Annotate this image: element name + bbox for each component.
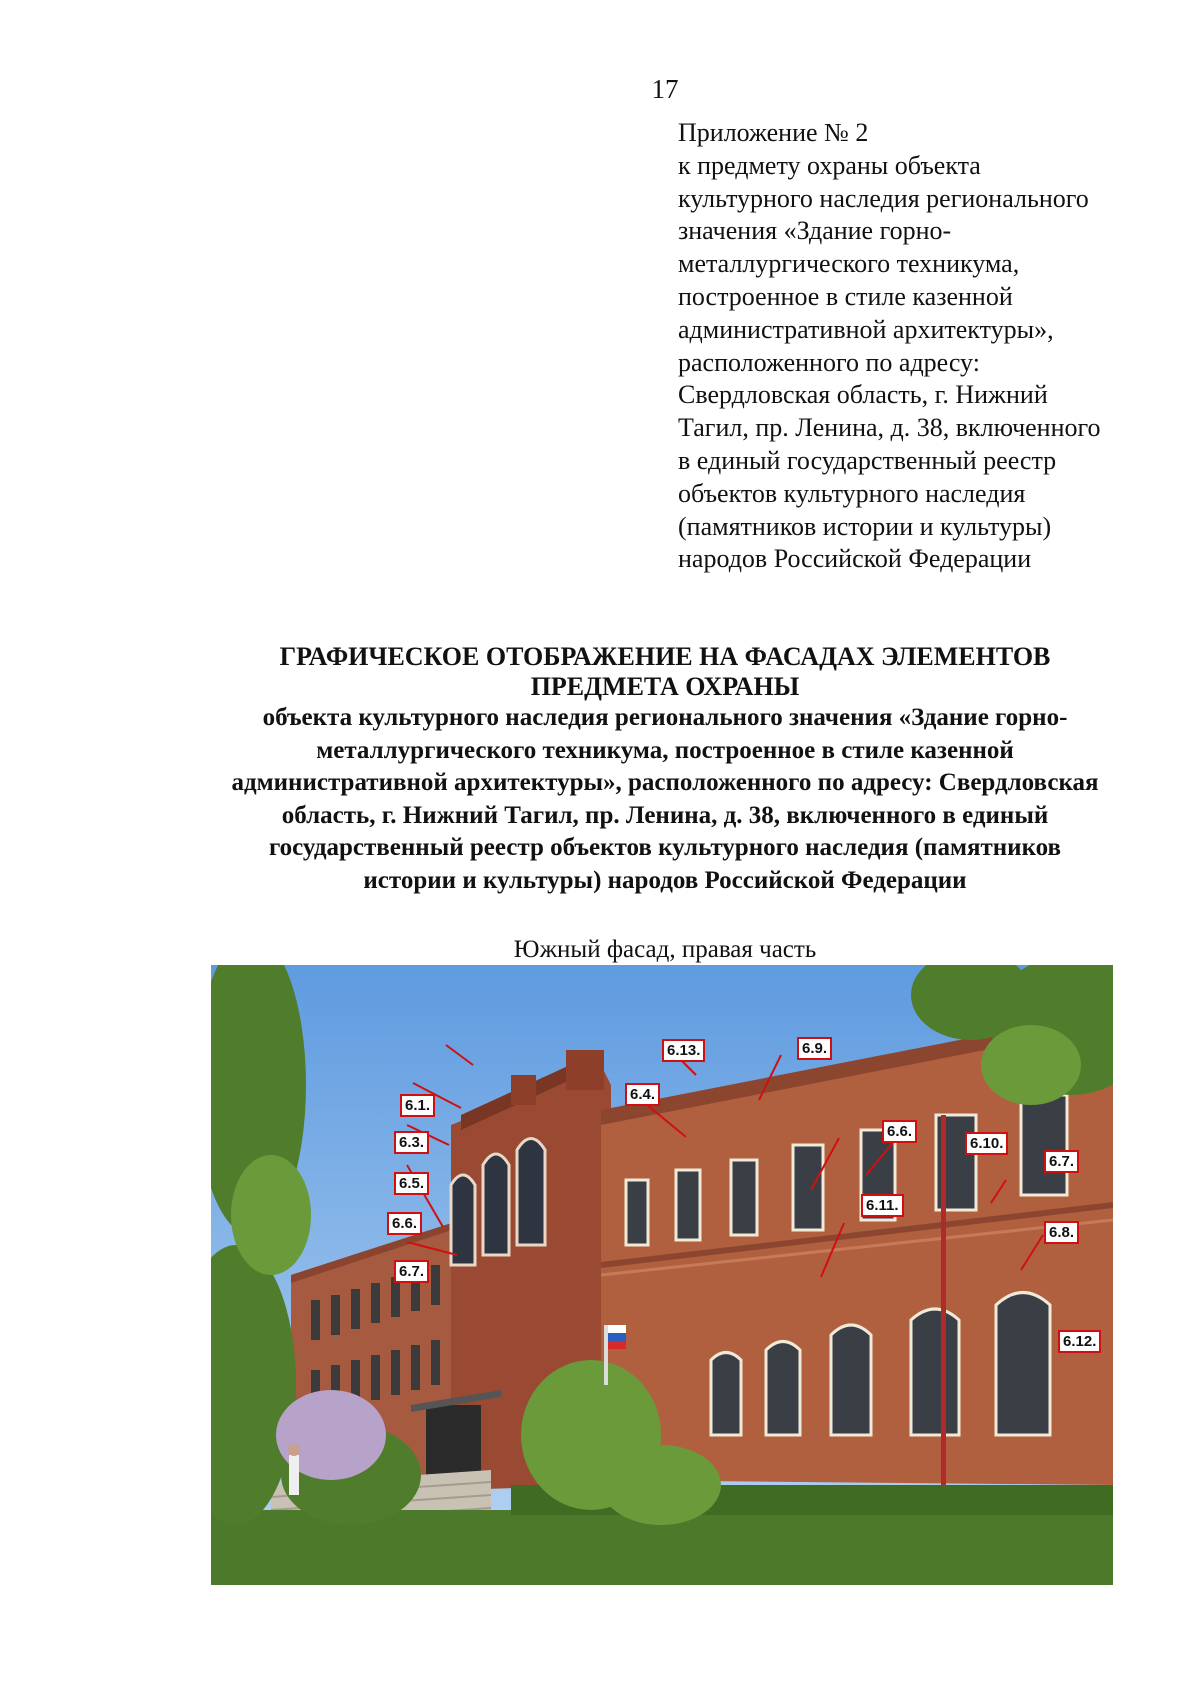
heading-subtitle-line: объекта культурного наследия регионального значения «Здание горно-: [262, 704, 1068, 731]
heading-subtitle-line: область, г. Нижний Тагил, пр. Ленина, д. 38, включенного в единый: [281, 801, 1049, 829]
heading-subtitle-line: истории и культуры) народов Российской Федерации: [363, 866, 967, 894]
document-heading: [150, 642, 1180, 897]
marker-6-5: 6.5.: [394, 1172, 429, 1195]
marker-6-4: 6.4.: [625, 1083, 660, 1106]
marker-6-1: 6.1.: [400, 1094, 435, 1117]
heading-subtitle-line: государственный реестр объектов культурного наследия (памятников: [268, 834, 1062, 861]
appendix-line: к предмету охраны объекта: [678, 150, 981, 180]
appendix-line: построенное в стиле казенной: [678, 281, 1013, 311]
heading-title-line: ПРЕДМЕТА ОХРАНЫ: [530, 672, 800, 701]
appendix-line: Тагил, пр. Ленина, д. 38, включенного: [678, 413, 1101, 443]
marker-6-7-right: 6.7.: [1044, 1150, 1079, 1173]
heading-subtitle-line: административной архитектуры», расположенного по адресу: Свердловская: [231, 769, 1099, 796]
marker-6-10: 6.10.: [965, 1132, 1008, 1155]
appendix-line: металлургического техникума,: [678, 249, 1020, 279]
appendix-line: объектов культурного наследия: [678, 478, 1026, 508]
heading-title-line: ГРАФИЧЕСКОЕ ОТОБРАЖЕНИЕ НА ФАСАДАХ ЭЛЕМЕНТОВ: [279, 642, 1051, 671]
appendix-line: Приложение № 2: [678, 118, 869, 147]
marker-6-12: 6.12.: [1058, 1330, 1101, 1353]
facade-photo: [211, 965, 1113, 1585]
appendix-line: культурного наследия регионального: [678, 183, 1089, 213]
appendix-line: значения «Здание горно-: [678, 216, 952, 246]
appendix-line: Свердловская область, г. Нижний: [678, 380, 1048, 410]
marker-6-6-right: 6.6.: [882, 1120, 917, 1143]
appendix-line: в единый государственный реестр: [678, 445, 1057, 475]
marker-6-3: 6.3.: [394, 1131, 429, 1154]
page-number: 17: [651, 74, 679, 104]
marker-6-8: 6.8.: [1044, 1221, 1079, 1244]
figure-caption: Южный фасад, правая часть: [513, 936, 817, 963]
appendix-line: народов Российской Федерации: [678, 544, 1032, 574]
marker-6-7: 6.7.: [394, 1260, 429, 1283]
marker-6-13: 6.13.: [662, 1039, 705, 1062]
marker-6-9: 6.9.: [797, 1037, 832, 1060]
appendix-line: административной архитектуры»,: [678, 314, 1054, 344]
heading-subtitle-line: металлургического техникума, построенное в стиле казенной: [316, 736, 1014, 764]
appendix-line: (памятников истории и культуры): [678, 511, 1052, 541]
appendix-line: расположенного по адресу:: [678, 347, 980, 377]
appendix-note: [678, 117, 1178, 576]
marker-6-11: 6.11.: [861, 1194, 904, 1217]
marker-6-6: 6.6.: [387, 1212, 422, 1235]
